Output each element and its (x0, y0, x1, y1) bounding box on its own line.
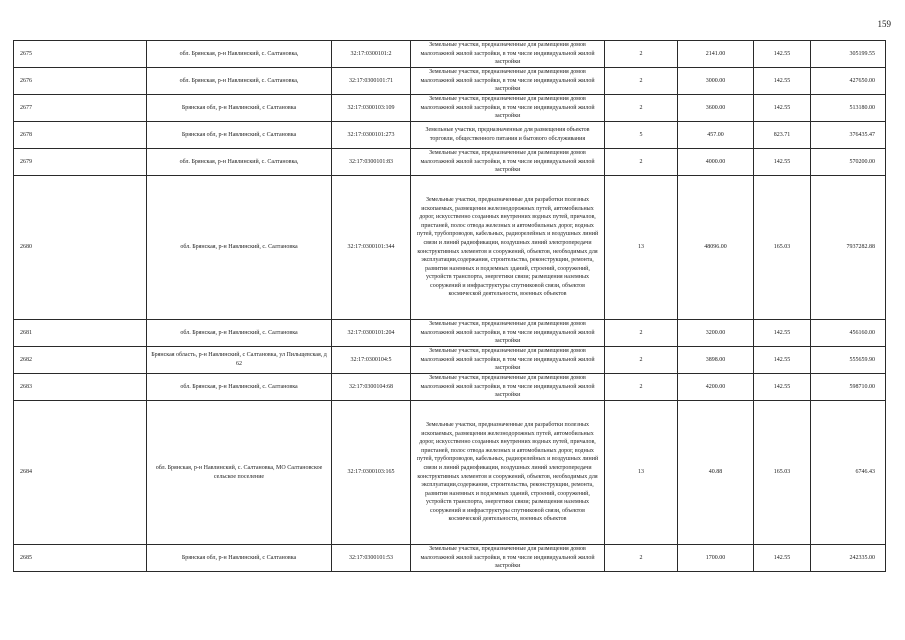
row-number-cell: 2675 (14, 41, 147, 68)
specific-value-cell: 142.55 (754, 68, 811, 95)
cadastral-value-cell: 7937282.88 (811, 176, 886, 320)
use-group-cell: 2 (605, 68, 678, 95)
row-number-cell: 2680 (14, 176, 147, 320)
cadastral-value-cell: 456160.00 (811, 320, 886, 347)
cadastral-value-cell: 555659.90 (811, 347, 886, 374)
specific-value-cell: 142.55 (754, 545, 811, 572)
use-group-cell: 2 (605, 95, 678, 122)
specific-value-cell: 142.55 (754, 347, 811, 374)
area-cell: 3000.00 (678, 68, 754, 95)
use-group-cell: 2 (605, 374, 678, 401)
cadastral-value-cell: 376435.47 (811, 122, 886, 149)
table-row (14, 347, 886, 374)
use-group-cell: 2 (605, 41, 678, 68)
table-row (14, 122, 886, 149)
address-cell: обл. Брянская, р-н Навлинский, с. Салтановка (147, 176, 332, 320)
specific-value-cell: 142.55 (754, 374, 811, 401)
specific-value-cell: 823.71 (754, 122, 811, 149)
row-number-cell: 2676 (14, 68, 147, 95)
cadastral-value-cell: 427650.00 (811, 68, 886, 95)
cadastral-number-cell: 32:17:0300101:53 (332, 545, 411, 572)
area-cell: 457.00 (678, 122, 754, 149)
cadastral-value-cell: 305199.55 (811, 41, 886, 68)
cadastral-number-cell: 32:17:0300103:109 (332, 95, 411, 122)
area-cell: 3200.00 (678, 320, 754, 347)
area-cell: 4200.00 (678, 374, 754, 401)
table-row (14, 149, 886, 176)
cadastral-number-cell: 32:17:0300101:71 (332, 68, 411, 95)
cadastral-value-cell: 6746.43 (811, 401, 886, 545)
cadastral-number-cell: 32:17:0300101:204 (332, 320, 411, 347)
land-use-cell: Земельные участки, предназначенные для разработки полезных ископаемых, размещения железнодорожных путей, автомобильных дорог, искусственно созданных внутренних водных путей, причалов, пристаней, полос отвода железных и автомобильных дорог, водных путей, трубопроводов, кабельных, радиорелейных и воздушных линий связи и линий радиофикации, воздушных линий электропередачи конструктивных элементов и сооружений, объектов, необходимых для эксплуатации,содержания, строительства, реконструкции, ремонта, развития наземных и подземных зданий, строений, сооружений, устройств транспорта, энергетики связи; размещения наземных сооружений и инфраструктуры спутниковой связи, объектов космической деятельности, военных объектов (411, 401, 605, 545)
row-number-cell: 2685 (14, 545, 147, 572)
address-cell: обл. Брянская, р-н Навлинский, с. Салтановка, МО Салтановское сельское поселение (147, 401, 332, 545)
specific-value-cell: 165.03 (754, 176, 811, 320)
table-row (14, 320, 886, 347)
table-row (14, 545, 886, 572)
table-row (14, 374, 886, 401)
address-cell: Брянская обл, р-н Навлинский, с Салтановка (147, 95, 332, 122)
table-row (14, 176, 886, 320)
cadastral-number-cell: 32:17:0300101:273 (332, 122, 411, 149)
specific-value-cell: 142.55 (754, 41, 811, 68)
cadastral-value-cell: 513180.00 (811, 95, 886, 122)
land-registry-table (13, 40, 886, 572)
cadastral-value-cell: 570200.00 (811, 149, 886, 176)
land-use-cell: Земельные участки, предназначенные для размещения домов малоэтажной жилой застройки, в том числе индивидуальной жилой застройки (411, 41, 605, 68)
land-use-cell: Земельные участки, предназначенные для разработки полезных ископаемых, размещения железнодорожных путей, автомобильных дорог, искусственно созданных внутренних водных путей, причалов, пристаней, полос отвода железных и автомобильных дорог, водных путей, трубопроводов, кабельных, радиорелейных и воздушных линий связи и линий радиофикации, воздушных линий электропередачи конструктивных элементов и сооружений, объектов, необходимых для эксплуатации,содержания, строительства, реконструкции, ремонта, развития наземных и подземных зданий, строений, сооружений, устройств транспорта, энергетики связи; размещения наземных сооружений и инфраструктуры спутниковой связи, объектов космической деятельности, военных объектов (411, 176, 605, 320)
use-group-cell: 13 (605, 401, 678, 545)
land-use-cell: Земельные участки, предназначенные для размещения объектов торговли, общественного питания и бытового обслуживания (411, 122, 605, 149)
area-cell: 3600.00 (678, 95, 754, 122)
specific-value-cell: 165.03 (754, 401, 811, 545)
row-number-cell: 2681 (14, 320, 147, 347)
use-group-cell: 2 (605, 320, 678, 347)
land-use-cell: Земельные участки, предназначенные для размещения домов малоэтажной жилой застройки, в том числе индивидуальной жилой застройки (411, 545, 605, 572)
specific-value-cell: 142.55 (754, 149, 811, 176)
table-body (14, 41, 886, 572)
land-use-cell: Земельные участки, предназначенные для размещения домов малоэтажной жилой застройки, в том числе индивидуальной жилой застройки (411, 68, 605, 95)
use-group-cell: 2 (605, 347, 678, 374)
cadastral-number-cell: 32:17:0300104:5 (332, 347, 411, 374)
cadastral-value-cell: 242335.00 (811, 545, 886, 572)
use-group-cell: 2 (605, 149, 678, 176)
address-cell: обл. Брянская, р-н Навлинский, с. Салтановка (147, 374, 332, 401)
land-use-cell: Земельные участки, предназначенные для размещения домов малоэтажной жилой застройки, в том числе индивидуальной жилой застройки (411, 320, 605, 347)
row-number-cell: 2677 (14, 95, 147, 122)
address-cell: Брянская область, р-н Навлинский, с Салтановка, ул Пильщевская, д 62 (147, 347, 332, 374)
land-use-cell: Земельные участки, предназначенные для размещения домов малоэтажной жилой застройки, в том числе индивидуальной жилой застройки (411, 149, 605, 176)
cadastral-number-cell: 32:17:0300101:344 (332, 176, 411, 320)
area-cell: 4000.00 (678, 149, 754, 176)
row-number-cell: 2683 (14, 374, 147, 401)
land-use-cell: Земельные участки, предназначенные для размещения домов малоэтажной жилой застройки, в том числе индивидуальной жилой застройки (411, 374, 605, 401)
table-row (14, 95, 886, 122)
cadastral-number-cell: 32:17:0300101:2 (332, 41, 411, 68)
specific-value-cell: 142.55 (754, 95, 811, 122)
cadastral-number-cell: 32:17:0300104:68 (332, 374, 411, 401)
use-group-cell: 5 (605, 122, 678, 149)
address-cell: обл. Брянская, р-н Навлинский, с. Салтановка, (147, 149, 332, 176)
address-cell: обл. Брянская, р-н Навлинский, с. Салтановка, (147, 41, 332, 68)
address-cell: Брянская обл, р-н Навлинский, с Салтановка (147, 545, 332, 572)
page-number: 159 (877, 19, 891, 29)
row-number-cell: 2678 (14, 122, 147, 149)
cadastral-number-cell: 32:17:0300101:83 (332, 149, 411, 176)
land-use-cell: Земельные участки, предназначенные для размещения домов малоэтажной жилой застройки, в том числе индивидуальной жилой застройки (411, 347, 605, 374)
address-cell: Брянская обл, р-н Навлинский, с Салтановка (147, 122, 332, 149)
area-cell: 1700.00 (678, 545, 754, 572)
use-group-cell: 13 (605, 176, 678, 320)
land-use-cell: Земельные участки, предназначенные для размещения домов малоэтажной жилой застройки, в том числе индивидуальной жилой застройки (411, 95, 605, 122)
row-number-cell: 2684 (14, 401, 147, 545)
table-row (14, 41, 886, 68)
row-number-cell: 2679 (14, 149, 147, 176)
table-row (14, 401, 886, 545)
area-cell: 40.88 (678, 401, 754, 545)
address-cell: обл. Брянская, р-н Навлинский, с. Салтановка (147, 320, 332, 347)
table-row (14, 68, 886, 95)
area-cell: 2141.00 (678, 41, 754, 68)
row-number-cell: 2682 (14, 347, 147, 374)
address-cell: обл. Брянская, р-н Навлинский, с. Салтановка, (147, 68, 332, 95)
specific-value-cell: 142.55 (754, 320, 811, 347)
cadastral-value-cell: 598710.00 (811, 374, 886, 401)
area-cell: 3898.00 (678, 347, 754, 374)
area-cell: 48096.00 (678, 176, 754, 320)
cadastral-number-cell: 32:17:0300103:165 (332, 401, 411, 545)
use-group-cell: 2 (605, 545, 678, 572)
